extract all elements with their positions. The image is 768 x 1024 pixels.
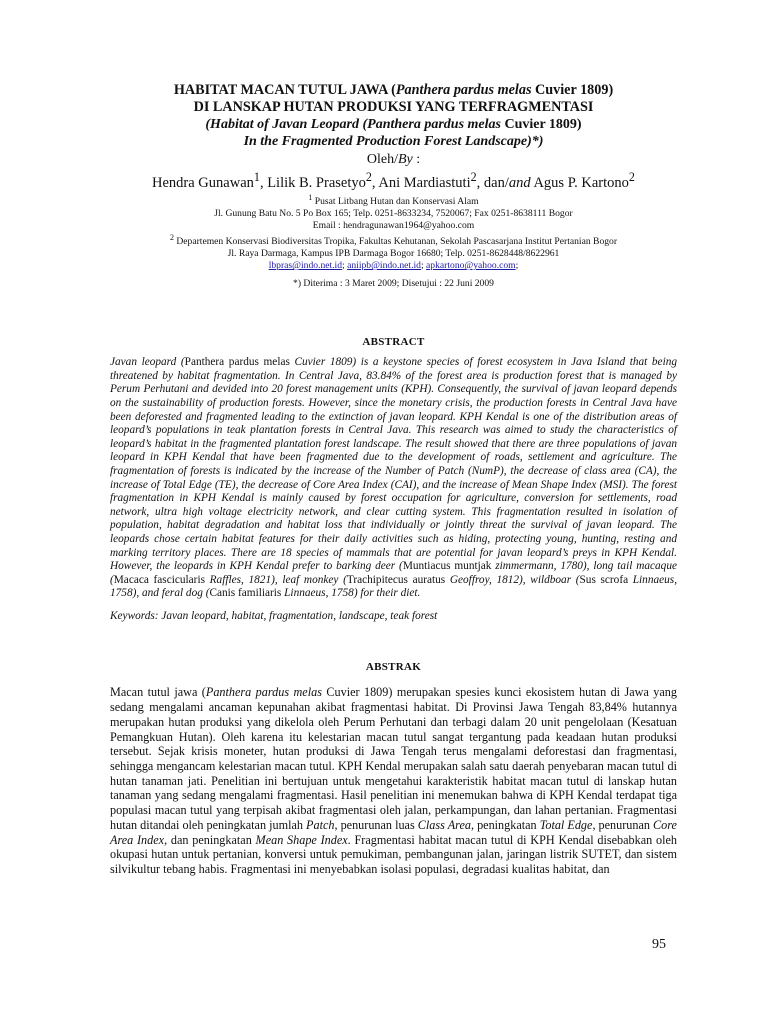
title-en-line-2: In the Fragmented Production Forest Landscape)*) [243, 134, 544, 149]
abstrak-body: Macan tutul jawa (Panthera pardus melas Cuvier 1809) merupakan spesies kunci ekosistem hutan di Jawa yang sedang mengalami ancaman kepunahan akibat fragmentasi habitat. Di Provinsi Jawa Tengah 83,84% hutannya merupakan hutan produksi yang dikelola oleh Perum Perhutani dan terbagi dalam 20 unit pengelolaan (Kesatuan Pemangkuan Hutan). Oleh karena itu kelestarian macan tutul sangat tergantung pada keadaan hutan produksi tersebut. Sejak krisis moneter, hutan produksi di Jawa Tengah terus mengalami deforestasi dan fragmentasi, sehingga mengancam kelestarian macan tutul. KPH Kendal merupakan salah satu daerah penyebaran macan tutul di hutan tanaman jati. Penelitian ini bertujuan untuk mengetahui karakteristik habitat macan tutul di lanskap hutan tanaman yang sedang mengalami fragmentasi. Hasil penelitian ini menemukan bahwa di KPH Kendal terdapat tiga populasi macan tutul yang terpisah akibat fragmentasi oleh jalan, perkampungan, dan lahan pertanian. Fragmentasi hutan ditandai oleh peningkatan jumlah Patch, penurunan luas Class Area, peningkatan Total Edge, penurunan Core Area Index, dan peningkatan Mean Shape Index. Fragmentasi habitat macan tutul di KPH Kendal disebabkan oleh okupasi hutan untuk pertanian, konversi untuk pemukiman, pembangunan jalan, jaringan listrik SUTET, dan sistem silvikultur tebang habis. Fragmentasi ini menyebabkan isolasi populasi, degradasi kualitas habitat, dan [110, 685, 677, 876]
title-en-line-1: (Habitat of Javan Leopard (Panthera pardus melas Cuvier 1809) [205, 117, 582, 132]
affiliation-2: $^2$ Departemen Konservasi Biodiversitas Tropika, Fakultas Kehutanan, Sekolah Pascasarjana Institut Pertanian Bogor [169, 233, 618, 248]
abstract-body: Javan leopard (Panthera pardus melas Cuvier 1809) is a keystone species of forest ecosystem in Java Island that being threatened by habitat fragmentation. In Central Java, 83.84% of the forest area is production forest that is managed by Perum Perhutani and devided into 20 forest management units (KPH). Consequently, the survival of javan leopard depends on the sustainability of production forests. However, since the monetary crisis, the production forests in Central Java have been deforested and fragmented leading to the extinction of javan leopard. KPH Kendal is one of the distribution areas of leopard’s populations in teak plantation forests in Central Java. This research was aimed to study the characteristics of leopard’s habitat in the fragmented plantation forest landscape. The result showed that there are three populations of javan leopard in KPH Kendal that have been fragmented due to the development of roads, settlement and agriculture. The fragmentation of forests is indicated by the increase of the Number of Patch (NumP), the decrease of class area (CA), the increase of Total Edge (TE), the decrease of Core Area Index (CAI), and the increase of Mean Shape Index (MSI). The forest fragmentation in KPH Kendal is mainly caused by forest occupation for agriculture, conversion for settlements, road network, ultra high voltage electricity network, and clear cutting system. This fragmentation resulted in isolation of population, habitat degradation and habitat loss that individually or jointly threat the survival of javan leopard. The leopards chose certain habitat features for their daily activities such as hiding, protecting young, hunting, resting and marking territory places. There are 18 species of mammals that are potential for javan leopard’s preys in KPH Kendal. However, the leopards in KPH Kendal prefer to barking deer (Muntiacus muntjak zimmermann, 1780), long tail macaque (Macaca fascicularis Raffles, 1821), leaf monkey (Trachipitecus auratus Geoffroy, 1812), wildboar (Sus scrofa Linnaeus, 1758), and feral dog (Canis familiaris Linnaeus, 1758) for their diet. [110, 356, 678, 600]
affiliation-1-address: Jl. Gunung Batu No. 5 Po Box 165; Telp. 0251-8633234, 7520067; Fax 0251-8638111 Bogor [214, 208, 573, 220]
author-list: Hendra Gunawan$^1$, Lilik B. Prasetyo$^2$, Ani Mardiastuti$^2$, dan/and Agus P. Kartono$^2$ [152, 170, 635, 191]
keywords: Keywords: Javan leopard, habitat, fragmentation, landscape, teak forest [110, 609, 438, 622]
email-link[interactable]: aniipb@indo.net.id [347, 260, 421, 272]
title-line-1: HABITAT MACAN TUTUL JAWA (Panthera pardus melas Cuvier 1809) [173, 82, 614, 98]
affiliation-1: $^1$ Pusat Litbang Hutan dan Konservasi Alam [308, 192, 479, 208]
title-en [110, 116, 677, 150]
affiliation-2-address: Jl. Raya Darmaga, Kampus IPB Darmaga Bogor 16680; Telp. 0251-8628448/8622961 [227, 248, 560, 260]
affiliations [110, 192, 677, 272]
email-link[interactable]: lbpras@indo.net.id [268, 260, 343, 272]
abstrak-heading: ABSTRAK [365, 661, 422, 674]
paper-page [110, 82, 677, 877]
affiliation-2-emails: lbpras@indo.net.id; aniipb@indo.net.id; apkartono@yahoo.com; [268, 260, 519, 272]
received-date: *) Diterima : 3 Maret 2009; Disetujui : 22 Juni 2009 [293, 278, 494, 290]
byline: Oleh/By : [366, 152, 421, 167]
page-number: 95 [652, 937, 666, 952]
affiliation-1-email: Email : hendragunawan1964@yahoo.com [312, 220, 475, 232]
email-link[interactable]: apkartono@yahoo.com [426, 260, 516, 272]
abstract-heading: ABSTRACT [362, 336, 425, 349]
title-line-2: DI LANSKAP HUTAN PRODUKSI YANG TERFRAGMENTASI [193, 99, 594, 115]
title-id [110, 82, 677, 116]
